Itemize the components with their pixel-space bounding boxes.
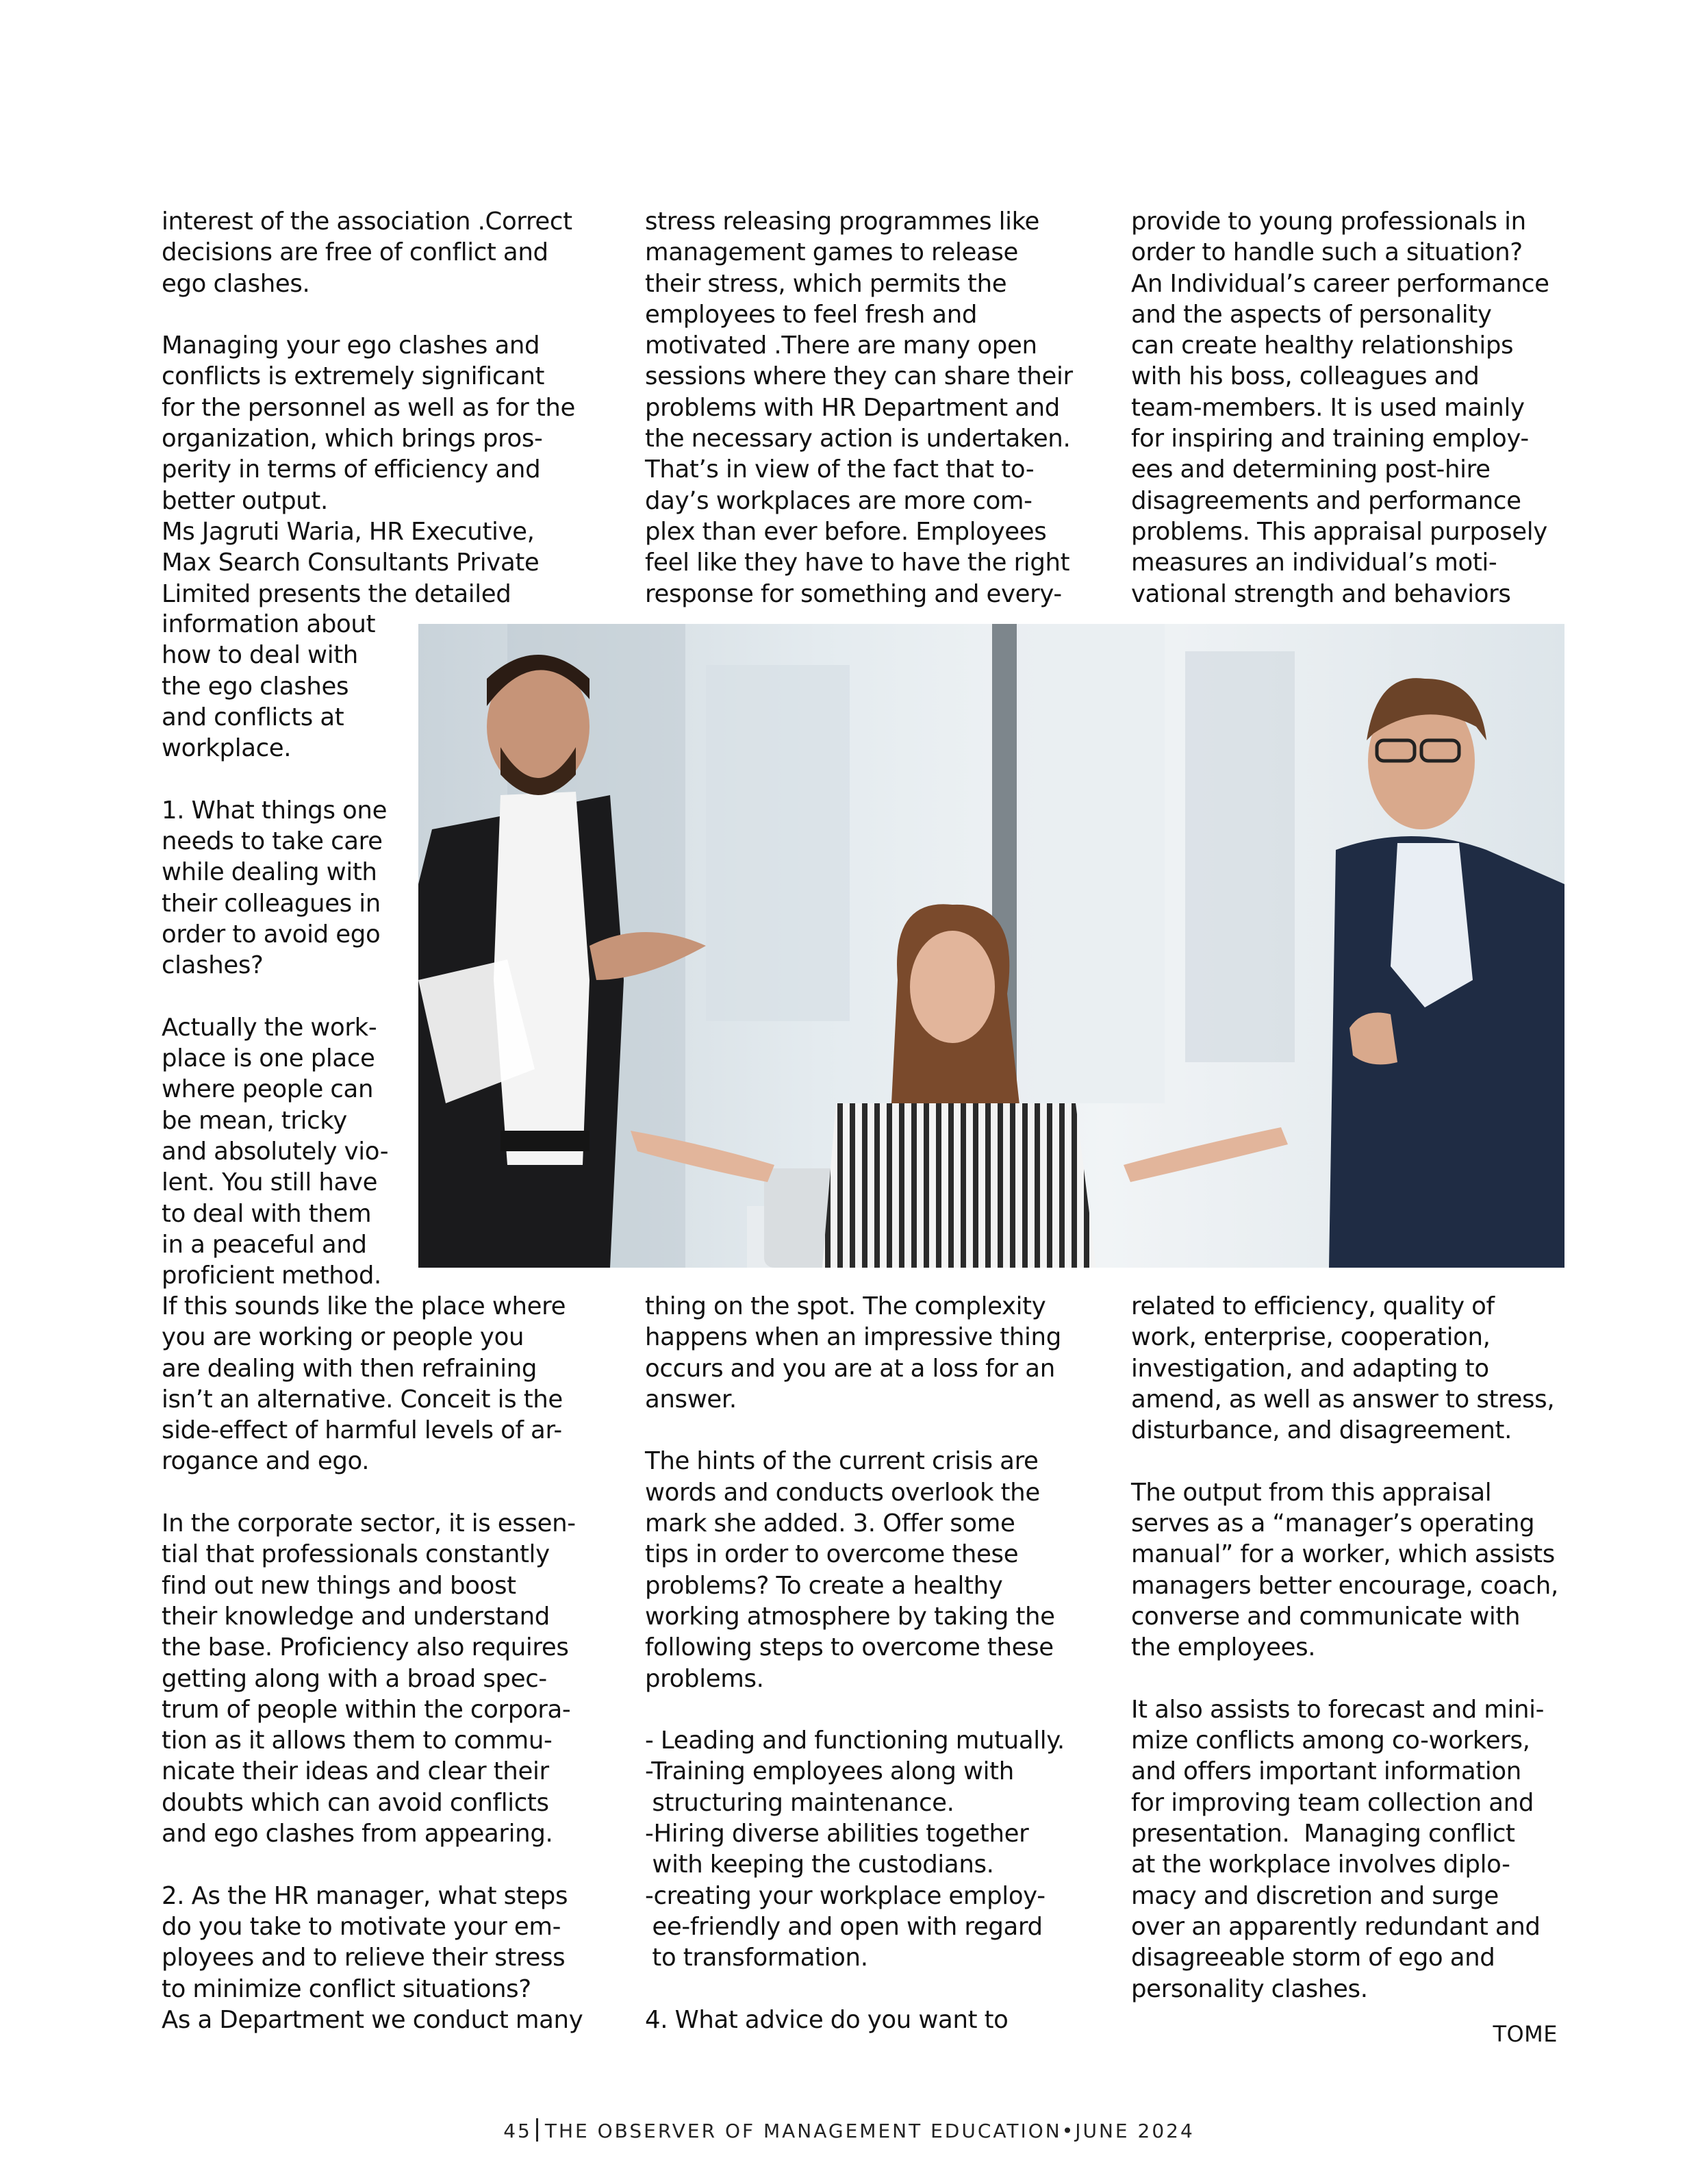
text-line: problems. <box>645 1664 764 1693</box>
text-line: converse and communicate with <box>1131 1602 1521 1631</box>
text-line: answer. <box>645 1385 737 1414</box>
text-line: The hints of the current crisis are <box>645 1447 1039 1476</box>
author-signature: TOME <box>1493 2021 1558 2047</box>
text-line: with his boss, colleagues and <box>1131 362 1480 391</box>
paragraph-gap <box>645 1694 1104 1725</box>
text-line: find out new things and boost <box>162 1571 516 1600</box>
text-line: That’s in view of the fact that to- <box>645 455 1035 484</box>
text-line: The output from this appraisal <box>1131 1478 1492 1507</box>
text-line: 1. What things one <box>162 796 388 825</box>
text-line: An Individual’s career performance <box>1131 269 1549 298</box>
text-line: employees to feel fresh and <box>645 300 978 329</box>
office-meeting-photo <box>418 624 1564 1268</box>
text-line: sessions where they can share their <box>645 362 1073 391</box>
text-line: place is one place <box>162 1044 375 1073</box>
text-line: disturbance, and disagreement. <box>1131 1416 1512 1445</box>
text-line: tial that professionals constantly <box>162 1540 550 1569</box>
text-line: 4. What advice do you want to <box>645 2005 1009 2034</box>
text-line: needs to take care <box>162 827 383 856</box>
paragraph-gap <box>645 1974 1104 2005</box>
paragraph-gap <box>1131 1446 1583 1477</box>
text-line: measures an individual’s moti- <box>1131 549 1497 577</box>
text-line: macy and discretion and surge <box>1131 1881 1499 1910</box>
column-1-bottom <box>162 1291 600 2035</box>
text-line: -Hiring diverse abilities together <box>645 1820 1029 1848</box>
footer-bullet: • <box>1061 2120 1076 2142</box>
text-line: Actually the work- <box>162 1013 377 1042</box>
text-line: do you take to motivate your em- <box>162 1912 561 1941</box>
text-line: amend, as well as answer to stress, <box>1131 1385 1555 1414</box>
text-line: vational strength and behaviors <box>1131 579 1511 608</box>
text-line: stress releasing programmes like <box>645 208 1040 236</box>
text-line: the employees. <box>1131 1633 1316 1662</box>
text-line: As a Department we conduct many <box>162 2005 583 2034</box>
text-line: order to avoid ego <box>162 920 381 949</box>
text-line: structuring maintenance. <box>645 1788 954 1817</box>
page-footer <box>0 2118 1698 2142</box>
text-line: problems? To create a healthy <box>645 1571 1003 1600</box>
text-line: order to handle such a situation? <box>1131 238 1523 267</box>
text-line: decisions are free of conflict and <box>162 238 548 267</box>
text-line: proficient method. <box>162 1262 381 1290</box>
text-line: rogance and ego. <box>162 1447 370 1476</box>
text-line: while dealing with <box>162 858 377 887</box>
text-line: over an apparently redundant and <box>1131 1912 1541 1941</box>
text-line: be mean, tricky <box>162 1106 347 1135</box>
text-line: tips in order to overcome these <box>645 1540 1019 1569</box>
text-line: to deal with them <box>162 1199 372 1228</box>
text-line: Limited presents the detailed <box>162 579 511 608</box>
text-line: 2. As the HR manager, what steps <box>162 1881 568 1910</box>
text-line: organization, which brings pros- <box>162 425 543 453</box>
text-line: thing on the spot. The complexity <box>645 1292 1046 1320</box>
text-line: you are working or people you <box>162 1323 524 1352</box>
text-line: conflicts is extremely significant <box>162 362 545 391</box>
text-line: occurs and you are at a loss for an <box>645 1354 1055 1383</box>
text-line: - Leading and functioning mutually. <box>645 1727 1065 1755</box>
text-line: Managing your ego clashes and <box>162 331 540 360</box>
text-line: personality clashes. <box>1131 1974 1368 2003</box>
text-line: motivated .There are many open <box>645 331 1037 360</box>
text-line: In the corporate sector, it is essen- <box>162 1509 576 1538</box>
text-line: feel like they have to have the right <box>645 549 1070 577</box>
text-line: ego clashes. <box>162 269 310 298</box>
text-line: workplace. <box>162 734 292 763</box>
text-line: team-members. It is used mainly <box>1131 393 1525 422</box>
text-line: and conflicts at <box>162 703 344 731</box>
text-line: following steps to overcome these <box>645 1633 1054 1662</box>
text-line: tion as it allows them to commu- <box>162 1727 553 1755</box>
text-line: lent. You still have <box>162 1168 378 1197</box>
paragraph-gap <box>162 764 394 794</box>
text-line: provide to young professionals in <box>1131 208 1526 236</box>
text-line: and offers important information <box>1131 1757 1521 1786</box>
text-line: their stress, which permits the <box>645 269 1007 298</box>
text-line: are dealing with then refraining <box>162 1354 537 1383</box>
text-line: for the personnel as well as for the <box>162 393 576 422</box>
paragraph-gap <box>162 1849 600 1880</box>
text-line: serves as a “manager’s operating <box>1131 1509 1535 1538</box>
text-line: how to deal with <box>162 641 358 670</box>
text-line: in a peaceful and <box>162 1230 367 1259</box>
column-3-bottom <box>1131 1291 1583 2005</box>
text-line: information about <box>162 610 376 638</box>
text-line: It also assists to forecast and mini- <box>1131 1695 1545 1724</box>
text-line: getting along with a broad spec- <box>162 1664 547 1693</box>
footer-divider <box>536 2118 538 2142</box>
text-line: trum of people within the corpora- <box>162 1695 571 1724</box>
text-line: ees and determining post-hire <box>1131 455 1491 484</box>
column-1-top <box>162 206 600 610</box>
text-line: perity in terms of efficiency and <box>162 455 541 484</box>
column-2-top <box>645 206 1083 610</box>
text-line: If this sounds like the place where <box>162 1292 566 1320</box>
text-line: the ego clashes <box>162 672 349 701</box>
text-line: disagreeable storm of ego and <box>1131 1944 1495 1972</box>
text-line: the base. Proficiency also requires <box>162 1633 569 1662</box>
text-line: their knowledge and understand <box>162 1602 550 1631</box>
text-line: ee-friendly and open with regard <box>645 1912 1043 1941</box>
text-line: related to efficiency, quality of <box>1131 1292 1495 1320</box>
text-line: problems with HR Department and <box>645 393 1060 422</box>
text-line: nicate their ideas and clear their <box>162 1757 549 1786</box>
paragraph-gap <box>162 1477 600 1508</box>
text-line: -Training employees along with <box>645 1757 1014 1786</box>
text-line: for improving team collection and <box>1131 1788 1534 1817</box>
column-1-beside-photo <box>162 609 394 1292</box>
issue-date: JUNE 2024 <box>1075 2120 1195 2142</box>
text-line: day’s workplaces are more com- <box>645 486 1032 515</box>
column-3-top <box>1131 206 1569 610</box>
text-line: clashes? <box>162 951 264 980</box>
paragraph-gap <box>645 1415 1104 1446</box>
text-line: Max Search Consultants Private <box>162 549 540 577</box>
text-line: mize conflicts among co-workers, <box>1131 1727 1530 1755</box>
text-line: happens when an impressive thing <box>645 1323 1061 1352</box>
text-line: at the workplace involves diplo- <box>1131 1850 1510 1879</box>
text-line: to minimize conflict situations? <box>162 1974 531 2003</box>
column-2-bottom <box>645 1291 1104 2035</box>
text-line: to transformation. <box>645 1944 868 1972</box>
text-line: Ms Jagruti Waria, HR Executive, <box>162 517 535 546</box>
text-line: isn’t an alternative. Conceit is the <box>162 1385 563 1414</box>
text-line: ployees and to relieve their stress <box>162 1944 566 1972</box>
text-line: and the aspects of personality <box>1131 300 1492 329</box>
paragraph-gap <box>1131 1664 1583 1694</box>
text-line: investigation, and adapting to <box>1131 1354 1489 1383</box>
text-line: presentation. Managing conflict <box>1131 1820 1515 1848</box>
text-line: problems. This appraisal purposely <box>1131 517 1547 546</box>
text-line: managers better encourage, coach, <box>1131 1571 1558 1600</box>
text-line: working atmosphere by taking the <box>645 1602 1055 1631</box>
text-line: side-effect of harmful levels of ar- <box>162 1416 562 1445</box>
text-line: their colleagues in <box>162 889 381 918</box>
text-line: response for something and every- <box>645 579 1062 608</box>
page-number: 45 <box>503 2120 532 2142</box>
text-line: words and conducts overlook the <box>645 1478 1040 1507</box>
text-line: with keeping the custodians. <box>645 1850 994 1879</box>
text-line: management games to release <box>645 238 1019 267</box>
text-line: for inspiring and training employ- <box>1131 425 1529 453</box>
paragraph-gap <box>162 981 394 1012</box>
text-line: doubts which can avoid conflicts <box>162 1788 549 1817</box>
text-line: and absolutely vio- <box>162 1138 389 1166</box>
paragraph-gap <box>162 299 600 330</box>
text-line: and ego clashes from appearing. <box>162 1820 553 1848</box>
text-line: interest of the association .Correct <box>162 208 572 236</box>
text-line: the necessary action is undertaken. <box>645 425 1071 453</box>
text-line: manual” for a worker, which assists <box>1131 1540 1555 1569</box>
text-line: -creating your workplace employ- <box>645 1881 1046 1910</box>
text-line: mark she added. 3. Offer some <box>645 1509 1015 1538</box>
text-line: work, enterprise, cooperation, <box>1131 1323 1491 1352</box>
text-line: plex than ever before. Employees <box>645 517 1047 546</box>
text-line: better output. <box>162 486 328 515</box>
publication-name: THE OBSERVER OF MANAGEMENT EDUCATION <box>544 2120 1062 2142</box>
text-line: can create healthy relationships <box>1131 331 1514 360</box>
text-line: where people can <box>162 1075 374 1104</box>
text-line: disagreements and performance <box>1131 486 1521 515</box>
